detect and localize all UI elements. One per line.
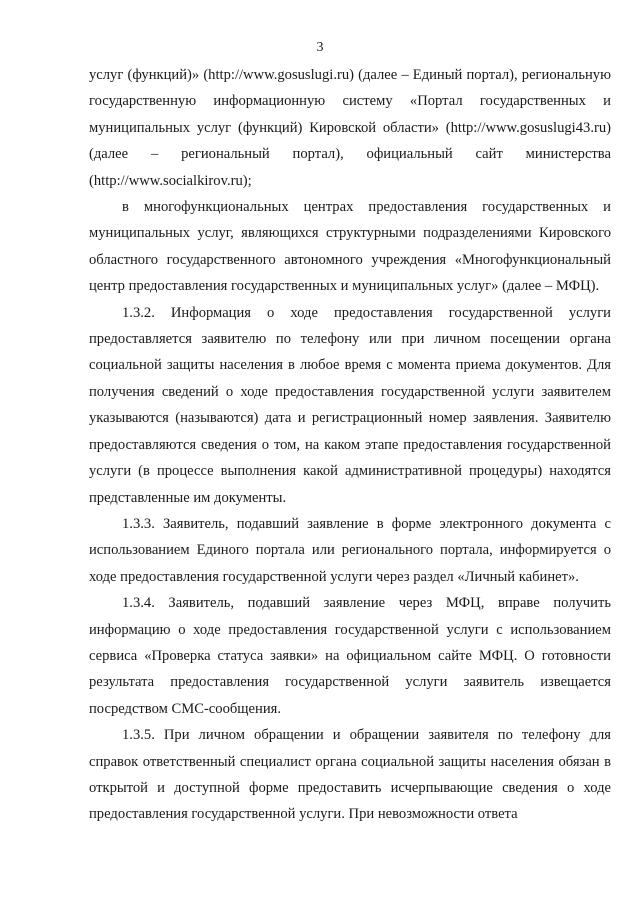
paragraph-1-3-2: 1.3.2. Информация о ходе предоставления государственной услуги предоставляется заявителю по телефону или при личном посещении органа социальной защиты населения в любое время с момента приема документов. Для получения сведений о ходе предоставления государственной услуги заявителем указываются (называются) дата и регистрационный номер заявления. Заявителю предоставляются сведения о том, на каком этапе предоставления государственной услуги (в процессе выполнения какой административной процедуры) находятся представленные им документы.: [89, 304, 611, 506]
paragraph-mfc: в многофункциональных центрах предоставления государственных и муниципальных услуг, являющихся структурными подразделениями Кировского областного государственного автономного учреждения «Многофункциональный центр предоставления государственных и муниципальных услуг» (далее – МФЦ).: [89, 199, 611, 295]
document-body: [89, 62, 611, 828]
paragraph-1-3-4: 1.3.4. Заявитель, подавший заявление через МФЦ, вправе получить информацию о ходе предоставления государственной услуги с использованием сервиса «Проверка статуса заявки» на официальном сайте МФЦ. О готовности результата предоставления государственной услуги заявитель извещается посредством СМС-сообщения.: [89, 595, 611, 717]
paragraph-contacts-continued: услуг (функций)» (http://www.gosuslugi.ru) (далее – Единый портал), региональную государственную информационную систему «Портал государственных и муниципальных услуг (функций) Кировской области» (http://www.gosuslugi43.ru) (далее – региональный портал), официальный сайт министерства (http://www.socialkirov.ru);: [89, 67, 611, 189]
paragraph-1-3-3: 1.3.3. Заявитель, подавший заявление в форме электронного документа с использованием Единого портала или регионального портала, информируется о ходе предоставления государственной услуги через раздел «Личный кабинет».: [89, 515, 611, 585]
page-number: 3: [316, 40, 324, 55]
paragraph-1-3-5: 1.3.5. При личном обращении и обращении заявителя по телефону для справок ответственный специалист органа социальной защиты населения обязан в открытой и доступной форме предоставить исчерпывающие сведения о ходе предоставления государственной услуги. При невозможности ответа: [89, 727, 611, 823]
